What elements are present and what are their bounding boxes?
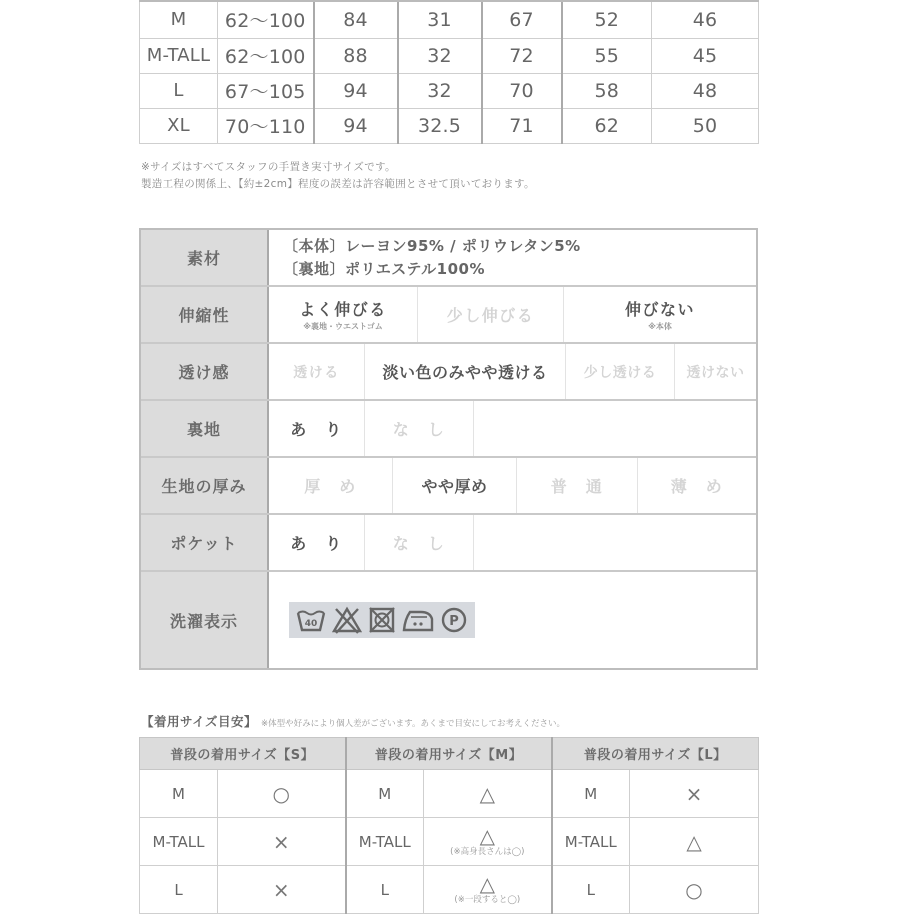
lining-option: あ り [269, 401, 365, 456]
row-label: 透け感 [141, 344, 269, 399]
svg-text:40: 40 [304, 619, 318, 629]
row-label: 伸縮性 [141, 287, 269, 342]
pocket-option: な し [365, 515, 474, 570]
size-row-m [140, 1, 759, 38]
weight-range: 67〜105 [218, 73, 314, 108]
size-label: XL [140, 108, 218, 143]
fit-guide-title: 【着用サイズ目安】 ※体型や好みにより個人差がございます。あくまで目安にしてお考えください。 [141, 714, 565, 729]
material-body: 〔本体〕レーヨン95% / ポリウレタン5% [283, 236, 581, 255]
fit-size: L [552, 866, 630, 914]
stretch-note: ※本体 [648, 322, 672, 331]
fit-note: (※高身長さんは◯) [450, 846, 525, 857]
fit-size: M [346, 770, 424, 818]
no-tumble-dry-icon [367, 605, 397, 635]
iron-low-icon [401, 605, 435, 635]
size-label: L [140, 73, 218, 108]
measure-cell: 32.5 [398, 108, 482, 143]
no-bleach-icon [331, 605, 363, 635]
measure-cell: 71 [482, 108, 562, 143]
measure-cell: 50 [652, 108, 759, 143]
fit-row-m [140, 770, 759, 818]
measure-cell: 32 [398, 38, 482, 73]
empty-cell [474, 515, 756, 570]
fit-mark: △ [424, 770, 552, 818]
measure-cell: 94 [314, 108, 398, 143]
fit-mark: △ [630, 818, 759, 866]
measure-cell: 62 [562, 108, 652, 143]
measure-cell: 72 [482, 38, 562, 73]
fit-size: L [346, 866, 424, 914]
fit-size: M-TALL [552, 818, 630, 866]
thickness-option: やや厚め [393, 458, 517, 513]
weight-range: 62〜100 [218, 38, 314, 73]
size-notes [141, 159, 535, 193]
fit-row-l [140, 866, 759, 914]
weight-range: 70〜110 [218, 108, 314, 143]
weight-range: 62〜100 [218, 1, 314, 38]
row-thickness [141, 458, 756, 515]
fit-mark: × [218, 866, 346, 914]
fit-mark: △ (※一段すると◯) [424, 866, 552, 914]
fit-size: M [140, 770, 218, 818]
measure-cell: 48 [652, 73, 759, 108]
sheer-option: 淡い色のみやや透ける [365, 344, 566, 399]
row-stretch [141, 287, 756, 344]
svg-text:P: P [449, 614, 459, 629]
row-label: ポケット [141, 515, 269, 570]
fit-size: L [140, 866, 218, 914]
material-lining: 〔裏地〕ポリエステル100% [283, 259, 485, 278]
thickness-option: 普 通 [517, 458, 638, 513]
size-table [139, 0, 759, 144]
fit-size: M-TALL [140, 818, 218, 866]
thickness-option: 薄 め [670, 477, 724, 496]
size-label: M [140, 1, 218, 38]
measure-cell: 94 [314, 73, 398, 108]
note-line: 製造工程の関係上、【約±2cm】程度の誤差は許容範囲とさせて頂いております。 [141, 178, 535, 190]
fit-guide-subtitle: ※体型や好みにより個人差がございます。あくまで目安にしてお考えください。 [261, 719, 565, 729]
sheer-option: 透ける [269, 344, 365, 399]
row-sheerness [141, 344, 756, 401]
measure-cell: 52 [562, 1, 652, 38]
fit-mark: ○ [630, 866, 759, 914]
measure-cell: 46 [652, 1, 759, 38]
pocket-option: あ り [269, 515, 365, 570]
sheer-option: 少し透ける [566, 344, 675, 399]
fit-mark: × [630, 770, 759, 818]
measure-cell: 58 [562, 73, 652, 108]
fit-size: M [552, 770, 630, 818]
stretch-option: 少し伸びる [418, 287, 564, 342]
measure-cell: 70 [482, 73, 562, 108]
fabric-attributes-table [139, 228, 758, 670]
row-lining [141, 401, 756, 458]
note-line: ※サイズはすべてスタッフの手置き実寸サイズです。 [141, 161, 396, 173]
row-pocket [141, 515, 756, 572]
row-label: 素材 [141, 230, 269, 285]
measure-cell: 31 [398, 1, 482, 38]
size-row-m-tall [140, 38, 759, 73]
fit-mark: ○ [218, 770, 346, 818]
stretch-option: 伸びない ※本体 [624, 300, 695, 331]
size-label: M-TALL [140, 38, 218, 73]
row-label: 洗濯表示 [141, 572, 269, 668]
thickness-option: 厚 め [269, 458, 393, 513]
row-care [141, 572, 756, 668]
size-row-l [140, 73, 759, 108]
measure-cell: 84 [314, 1, 398, 38]
header-usual-m: 普段の着用サイズ【M】 [346, 738, 552, 770]
header-usual-s: 普段の着用サイズ【S】 [140, 738, 346, 770]
hand-wash-40-icon [295, 605, 327, 635]
lining-option: な し [365, 401, 474, 456]
fit-guide-table [139, 737, 759, 914]
fit-row-m-tall [140, 818, 759, 866]
fit-size: M-TALL [346, 818, 424, 866]
measure-cell: 88 [314, 38, 398, 73]
fit-mark: × [218, 818, 346, 866]
measure-cell: 67 [482, 1, 562, 38]
fit-note: (※一段すると◯) [454, 894, 521, 905]
row-label: 裏地 [141, 401, 269, 456]
care-symbols [289, 602, 475, 638]
header-usual-l: 普段の着用サイズ【L】 [552, 738, 759, 770]
fit-mark: △ (※高身長さんは◯) [424, 818, 552, 866]
stretch-option: よく伸びる ※裏地・ウエストゴム [269, 287, 418, 342]
measure-cell: 45 [652, 38, 759, 73]
measure-cell: 32 [398, 73, 482, 108]
sheer-option: 透けない [686, 364, 745, 381]
measure-cell: 55 [562, 38, 652, 73]
row-material [141, 230, 756, 287]
row-label: 生地の厚み [141, 458, 269, 513]
size-row-xl [140, 108, 759, 143]
stretch-note: ※裏地・ウエストゴム [303, 322, 383, 331]
dry-clean-p-icon [439, 605, 469, 635]
empty-cell [474, 401, 756, 456]
